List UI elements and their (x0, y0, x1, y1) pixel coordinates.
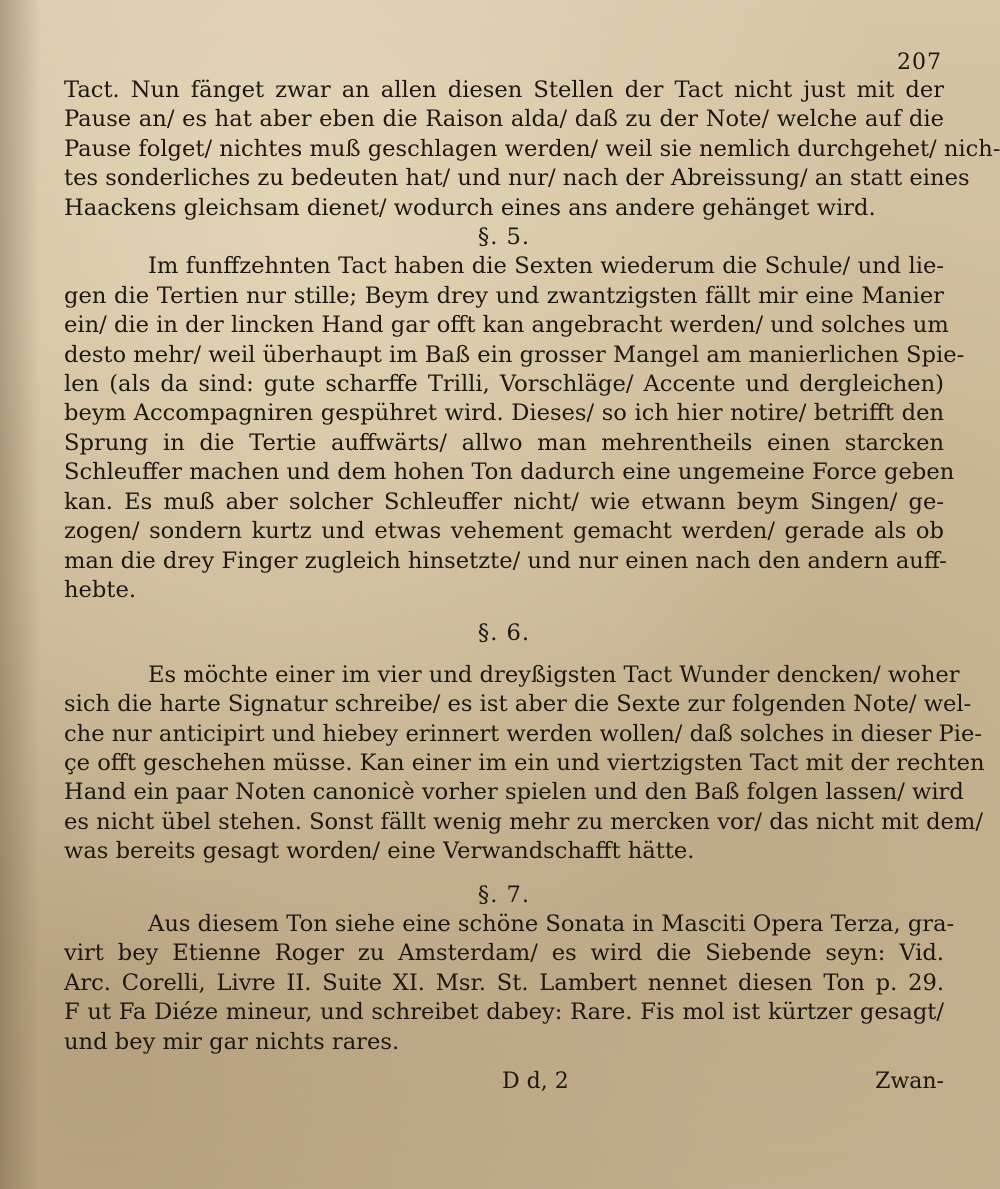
page-body (64, 76, 1000, 1107)
text-line: virt bey Etienne Roger zu Amsterdam/ es wird die Siebende seyn: Vid. (64, 940, 944, 967)
text-line: Arc. Corelli, Livre II. Suite XI. Msr. St. Lambert nennet diesen Ton p. 29. (64, 969, 944, 996)
text-line: sich die harte Signatur schreibe/ es ist aber die Sexte zur folgenden Note/ wel- (64, 691, 972, 718)
text-line: Pause an/ es hat aber eben die Raison alda/ daß zu der Note/ welche auf die (64, 106, 944, 133)
text-line: çe offt geschehen müsse. Kan einer im ein und viertzigsten Tact mit der rechten (64, 749, 985, 776)
text-line: Hand ein paar Noten canonicè vorher spielen und den Baß folgen lassen/ wird (64, 779, 964, 806)
text-line: gen die Tertien nur stille; Beym drey und zwantzigsten fällt mir eine Manier (64, 282, 944, 309)
text-line: ein/ die in der lincken Hand gar offt kan angebracht werden/ und solches um (64, 312, 949, 339)
text-line: kan. Es muß aber solcher Schleuffer nicht/ wie etwann beym Singen/ ge- (64, 488, 944, 515)
text-line: Sprung in die Tertie auffwärts/ allwo man mehrentheils einen starcken (64, 429, 944, 456)
section-heading-7: §. 7. (477, 881, 531, 908)
text-line: beym Accompagniren gespühret wird. Dieses/ so ich hier notire/ betrifft den (64, 400, 944, 427)
page-number: 207 (897, 50, 942, 75)
text-line: was bereits gesagt worden/ eine Verwandschafft hätte. (64, 838, 695, 865)
text-line: F ut Fa Diéze mineur, und schreibet dabey: Rare. Fis mol ist kürtzer gesagt/ (64, 999, 944, 1026)
text-line: Haackens gleichsam dienet/ wodurch eines ans andere gehänget wird. (64, 194, 876, 221)
page-footer (64, 1067, 944, 1107)
text-line: es nicht übel stehen. Sonst fällt wenig mehr zu mercken vor/ das nicht mit dem/ (64, 808, 983, 835)
paragraph-section-7 (64, 910, 955, 1057)
paragraph-continuation (64, 76, 1000, 223)
text-line: tes sonderliches zu bedeuten hat/ und nur/ nach der Abreissung/ an statt eines (64, 165, 970, 192)
text-line: che nur anticipirt und hiebey erinnert werden wollen/ daß solches in dieser Pie- (64, 720, 982, 747)
text-line: zogen/ sondern kurtz und etwas vehement gemacht werden/ gerade als ob (64, 518, 944, 545)
text-line: desto mehr/ weil überhaupt im Baß ein grosser Mangel am manierlichen Spie- (64, 341, 965, 368)
text-line: und bey mir gar nichts rares. (64, 1028, 400, 1055)
text-line: Schleuffer machen und dem hohen Ton dadurch eine ungemeine Force geben (64, 459, 955, 486)
paragraph-section-5 (64, 252, 965, 605)
text-line: Im funffzehnten Tact haben die Sexten wiederum die Schule/ und lie- (148, 253, 944, 280)
page-edge-shadow (0, 0, 40, 1189)
text-line: Aus diesem Ton siehe eine schöne Sonata in Masciti Opera Terza, gra- (148, 910, 955, 937)
section-heading-5: §. 5. (477, 224, 531, 251)
section-heading-6: §. 6. (477, 620, 531, 647)
text-line: Es möchte einer im vier und dreyßigsten Tact Wunder dencken/ woher (148, 661, 960, 688)
text-line: len (als da sind: gute scharffe Trilli, Vorschläge/ Accente und dergleichen) (64, 371, 944, 398)
paragraph-section-6 (64, 661, 985, 867)
catchword: Zwan- (875, 1069, 944, 1094)
signature-mark: D d, 2 (502, 1069, 569, 1094)
text-line: hebte. (64, 576, 137, 603)
text-line: Tact. Nun fänget zwar an allen diesen Stellen der Tact nicht just mit der (64, 77, 944, 103)
text-line: Pause folget/ nichtes muß geschlagen werden/ weil sie nemlich durchgehet/ nich- (64, 135, 1000, 162)
text-line: man die drey Finger zugleich hinsetzte/ und nur einen nach den andern auff- (64, 547, 947, 574)
